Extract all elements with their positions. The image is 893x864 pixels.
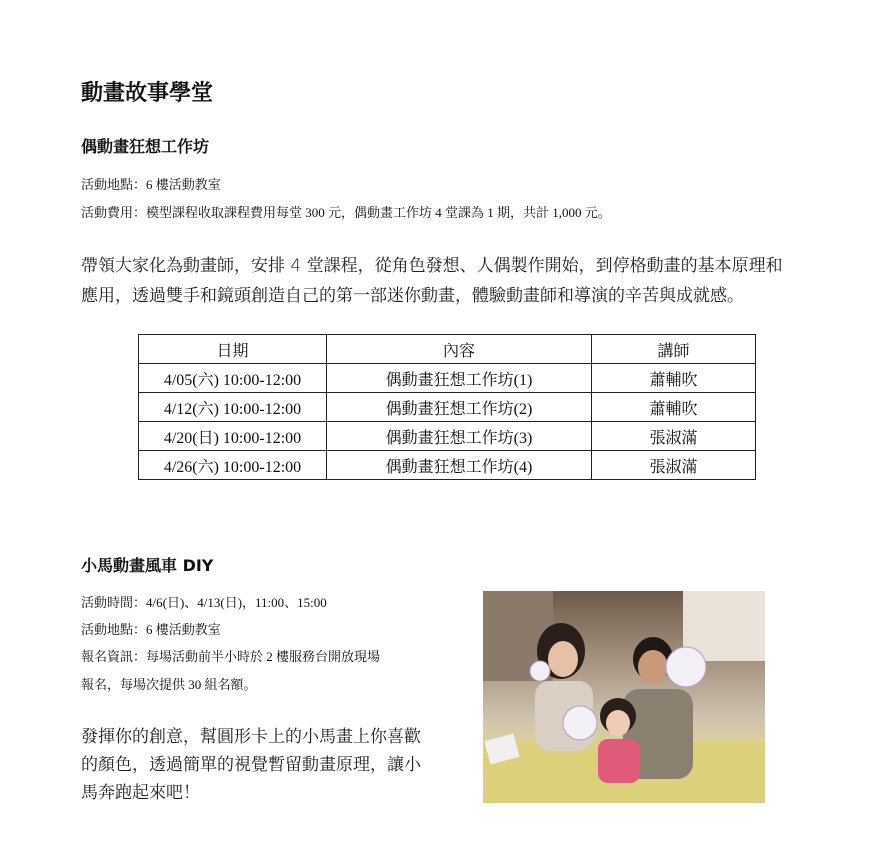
table-row	[139, 422, 756, 451]
section-heading-puppet-workshop: 偶動畫狂想工作坊	[81, 137, 210, 156]
cell-content: 偶動畫狂想工作坊(1)	[327, 364, 592, 393]
table-row	[139, 393, 756, 422]
description-line: 發揮你的創意，幫圓形卡上的小馬畫上你喜歡	[81, 727, 421, 747]
description	[81, 251, 841, 311]
page-title: 動畫故事學堂	[81, 81, 214, 106]
cell-date: 4/05(六) 10:00-12:00	[139, 364, 327, 393]
info-location: 活動地點：6 樓活動教室	[81, 177, 221, 192]
cell-date: 4/26(六) 10:00-12:00	[139, 451, 327, 480]
header-instructor: 講師	[592, 335, 756, 364]
description-line: 應用，透過雙手和鏡頭創造自己的第一部迷你動畫，體驗動畫師和導演的辛苦與成就感。	[81, 286, 744, 306]
info-fee: 活動費用：模型課程收取課程費用每堂 300 元，偶動畫工作坊 4 堂課為 1 期，共計 1,000 元。	[81, 205, 611, 220]
description	[81, 723, 461, 807]
cell-content: 偶動畫狂想工作坊(3)	[327, 422, 592, 451]
table-row	[139, 451, 756, 480]
schedule-table	[138, 334, 756, 480]
info-location: 活動地點：6 樓活動教室	[81, 622, 221, 637]
family-photo-illustration	[483, 591, 765, 803]
table-row	[139, 364, 756, 393]
info-time: 活動時間：4/6(日)、4/13(日)，11:00、15:00	[81, 595, 327, 610]
description-line: 的顏色，透過簡單的視覺暫留動畫原理，讓小	[81, 755, 421, 775]
section-heading-pony-pinwheel: 小馬動畫風車 DIY	[81, 556, 214, 575]
cell-instructor: 張淑滿	[592, 422, 756, 451]
activity-photo	[483, 591, 765, 803]
description-line: 馬奔跑起來吧！	[81, 783, 200, 803]
cell-instructor: 蕭輔吹	[592, 364, 756, 393]
cell-date: 4/12(六) 10:00-12:00	[139, 393, 327, 422]
info-registration: 報名資訊：每場活動前半小時於 2 樓服務台開放現場	[81, 649, 381, 664]
cell-instructor: 張淑滿	[592, 451, 756, 480]
info-registration-cont: 報名，每場次提供 30 組名額。	[81, 677, 257, 692]
cell-content: 偶動畫狂想工作坊(2)	[327, 393, 592, 422]
header-content: 內容	[327, 335, 592, 364]
cell-instructor: 蕭輔吹	[592, 393, 756, 422]
cell-date: 4/20(日) 10:00-12:00	[139, 422, 327, 451]
description-line: 帶領大家化為動畫師，安排 4 堂課程，從角色發想、人偶製作開始，到停格動畫的基本原理和	[81, 256, 783, 276]
header-date: 日期	[139, 335, 327, 364]
table-header-row	[139, 335, 756, 364]
cell-content: 偶動畫狂想工作坊(4)	[327, 451, 592, 480]
